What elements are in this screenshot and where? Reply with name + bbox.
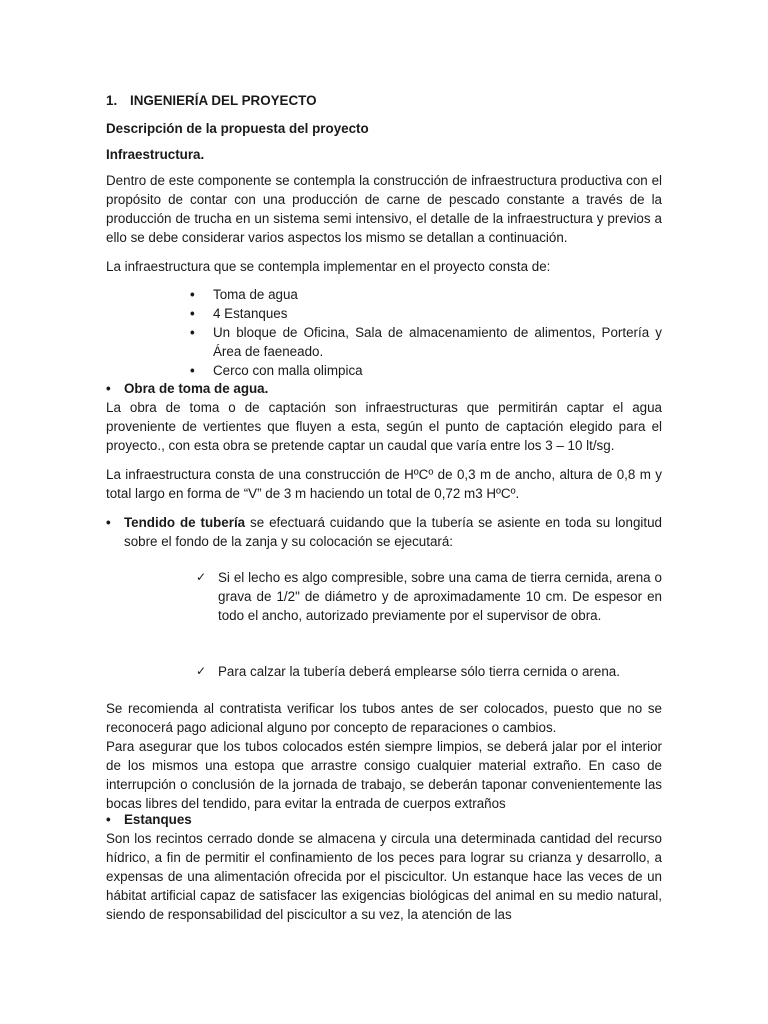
intro-paragraph: Dentro de este componente se contempla la construcción de infraestructura productiva con el propósito de contar con una producción de carne de pescado constante a través de la producción de trucha en un sistema semi intensivo, el detalle de la infraestructura y previos a ello se debe considerar varios aspectos los mismo se detallan a continuación. [106, 173, 662, 245]
heading-number: 1. [106, 93, 118, 108]
bullet-icon: • [106, 381, 111, 396]
tendido-item [106, 513, 662, 551]
hormigon-paragraph: La infraestructura consta de una construcción de HºCº de 0,3 m de ancho, altura de 0,8 m y total largo en forma de “V” de 3 m haciendo un total de 0,72 m3 HºCº. [106, 467, 662, 501]
bullet-icon: • [190, 363, 195, 378]
list-item: • Cerco con malla olimpica [190, 363, 363, 378]
obra-paragraph: La obra de toma o de captación son infraestructuras que permitirán captar el agua proveniente de vertientes que fluyen a esta, según el punto de captación elegido para el proyecto., con esta obra se pretende captar un caudal que varía entre los 3 – 10 lt/sg. [106, 400, 662, 453]
checkmark-icon: ✓ [196, 664, 207, 678]
bullet-icon: • [190, 325, 195, 340]
estanques-paragraph: Son los recintos cerrado donde se almacena y circula una determinada cantidad del recurso hídrico, a fin de permitir el confinamiento de los peces para lograr su crianza y desarrollo, a expensas de una alimentación ofrecida por el piscicultor. Un estanque hace las veces de un hábitat artificial capaz de satisfacer las exigencias biológicas del animal en su medio natural, siendo de responsabilidad del piscicultor a su vez, la atención de las [106, 831, 662, 922]
infra-list [190, 285, 662, 380]
obra-heading: • Obra de toma de agua. [106, 381, 269, 396]
bullet-icon: • [190, 306, 195, 321]
recomienda-paragraph: Se recomienda al contratista verificar los tubos antes de ser colocados, puesto que no se reconocerá pago adicional alguno por concepto de reparaciones o cambios. [106, 701, 662, 735]
list-item: • 4 Estanques [190, 306, 288, 321]
checkmark-icon: ✓ [196, 570, 207, 584]
consta-paragraph: La infraestructura que se contempla implementar en el proyecto consta de: [106, 259, 551, 274]
subtitle: Descripción de la propuesta del proyecto [106, 121, 369, 136]
heading-title: INGENIERÍA DEL PROYECTO [130, 93, 317, 108]
tendido-title: Tendido de tubería [124, 515, 246, 530]
asegurar-paragraph: Para asegurar que los tubos colocados estén siempre limpios, se deberá jalar por el interior de los mismos una estopa que arrastre consigo cualquier material extraño. En caso de interrupción o conclusión de la jornada de trabajo, se deberán taponar convenientemente las bocas libres del tendido, para evitar la entrada de cuerpos extraños [106, 739, 662, 811]
section-infra-title: Infraestructura. [106, 147, 205, 162]
bullet-icon: • [106, 812, 111, 827]
bullet-icon: • [190, 287, 195, 302]
list-item: • Un bloque de Oficina, Sala de almacenamiento de alimentos, Portería y Área de faeneado. [190, 325, 662, 359]
estanques-heading: • Estanques [106, 812, 192, 827]
list-item: • Toma de agua [190, 287, 298, 302]
check-item: ✓ Si el lecho es algo compresible, sobre una cama de tierra cernida, arena o grava de 1/2" de diámetro y de aproximadamente 10 cm. De espesor en todo el ancho, autorizado previamente por el supervisor de obra. [196, 570, 662, 623]
check-item: ✓ Para calzar la tubería deberá emplearse sólo tierra cernida o arena. [196, 664, 620, 679]
bullet-icon: • [106, 515, 111, 530]
tendido-text: se efectuará cuidando que la tubería se asiente en toda su longitud sobre el fondo de la zanja y su colocación se ejecutará: [124, 515, 662, 549]
section-heading [106, 91, 662, 110]
